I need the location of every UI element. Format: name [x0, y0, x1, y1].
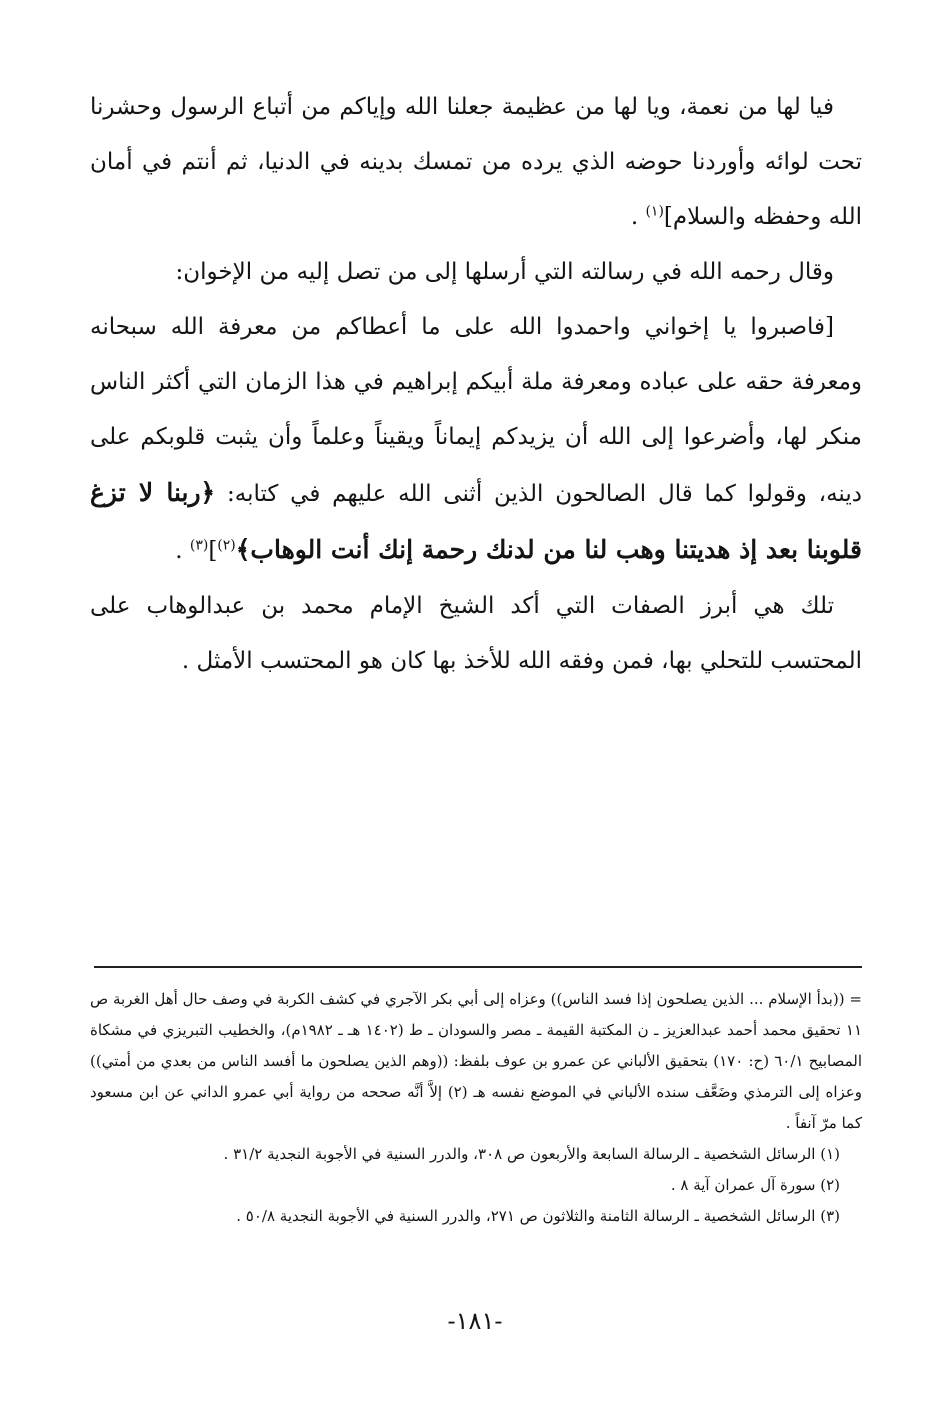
- quran-verse: ﴿ربنا لا تزغ قلوبنا بعد إذ هديتنا وهب لنا من لدنك رحمة إنك أنت الوهاب﴾: [90, 478, 862, 564]
- footnote-1: (١) الرسائل الشخصية ـ الرسالة السابعة والأربعون ص ٣٠٨، والدرر السنية في الأجوبة النجدية ٣١/٢ .: [223, 1145, 840, 1163]
- paragraph-1: [90, 80, 862, 245]
- paragraph-4: تلك هي أبرز الصفات التي أكد الشيخ الإمام محمد بن عبدالوهاب على المحتسب للتحلي بها، فمن وفقه الله للأخذ بها كان هو المحتسب الأمثل .: [90, 593, 862, 674]
- main-text: [90, 80, 862, 689]
- paragraph-2: وقال رحمه الله في رسالته التي أرسلها إلى من تصل إليه من الإخوان:: [175, 259, 834, 285]
- footnotes: [90, 984, 862, 1232]
- paragraph-1-text: فيا لها من نعمة، ويا لها من عظيمة جعلنا الله وإياكم من أتباع الرسول وحشرنا تحت لوائه وأوردنا حوضه الذي يرده من تمسك بدينه في الدنيا، ثم أنتم في أمان الله وحفظه والسلام]: [90, 94, 862, 230]
- footnote-ref-1: (١): [645, 203, 664, 220]
- page-number: -١٨١-: [447, 1307, 503, 1335]
- paragraph-1-end: .: [630, 204, 646, 230]
- footnote-ref-3: (٣): [189, 537, 209, 554]
- footnote-2: (٢) سورة آل عمران آية ٨ .: [670, 1176, 840, 1194]
- paragraph-3-text: [فاصبروا يا إخواني واحمدوا الله على ما أعطاكم من معرفة الله سبحانه ومعرفة حقه على عباده ومعرفة ملة أبيكم إبراهيم في هذا الزمان التي أكثر الناس منكر لها، وأضرعوا إلى الله أن يزيدكم إيماناً ويقيناً وعلماً وأن يثبت قلوبكم على دينه، وقولوا كما قال الصالحون الذين أثنى الله عليهم في كتابه:: [90, 314, 863, 507]
- paragraph-3: [90, 300, 862, 579]
- closing-bracket: ]: [208, 538, 218, 564]
- footnote-3: (٣) الرسائل الشخصية ـ الرسالة الثامنة والثلاثون ص ٢٧١، والدرر السنية في الأجوبة النجدية ٥٠/٨ .: [236, 1207, 840, 1225]
- footnote-divider: [94, 966, 862, 968]
- footnote-ref-2: (٢): [217, 537, 236, 554]
- footnote-continuation: = ((بدأ الإسلام ... الذين يصلحون إذا فسد الناس)) وعزاه إلى أبي بكر الآجري في كشف الكربة في وصف حال أهل الغربة ص ١١ تحقيق محمد أحمد عبدالعزيز ـ ن المكتبة القيمة ـ مصر والسودان ـ ط (١٤٠٢ هـ ـ ١٩٨٢م)، والخطيب التبريزي في مشكاة المصابيح ٦٠/١ (ح: ١٧٠) بتحقيق الألباني عن عمرو بن عوف بلفظ: ((وهم الذين يصلحون ما أفسد الناس من بعدي من أمتي)) وعزاه إلى الترمذي وضَعَّف سنده الألباني في الموضع نفسه هـ (٢) إلاَّ أنَّه صححه من رواية أبي عمرو الداني عن ابن مسعود كما مرّ آنفاً .: [90, 990, 863, 1132]
- paragraph-3-end: .: [175, 538, 190, 564]
